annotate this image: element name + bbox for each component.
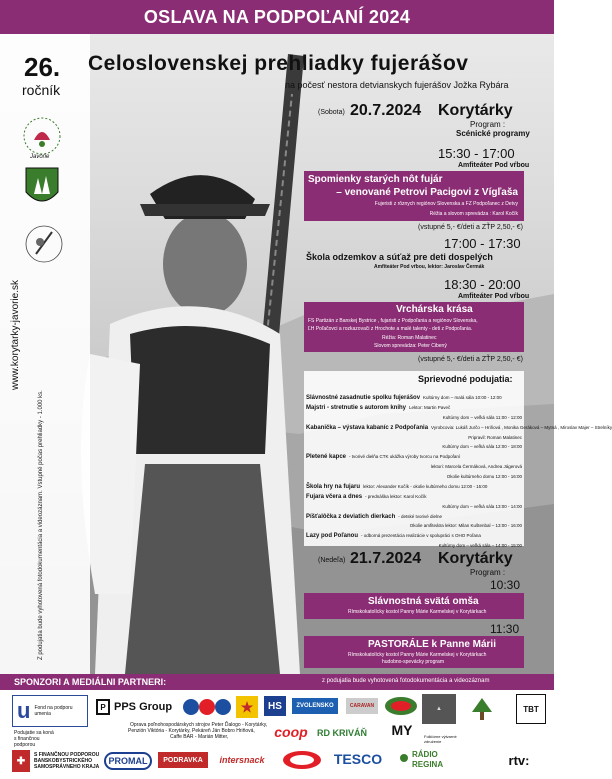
bbsk-icon: ✚ <box>12 750 30 772</box>
day1-date: 20.7.2024 <box>350 102 422 119</box>
side-event-detail: Kultúrny dom – veľká sála 12:00 - 18:00 <box>442 444 522 450</box>
coat-of-arms <box>24 166 60 210</box>
side-url[interactable]: www.korytarky-javorie.sk <box>10 279 21 390</box>
day1-slot1-venue: Amfiteáter Pod vŕbou <box>458 162 530 169</box>
side-event-detail: lektor: Alexander Kočík - okolie kultúrneho domu 12:00 - 15:00 <box>363 483 488 489</box>
star-icon: ★ <box>240 698 254 715</box>
day1-slot3-time: 18:30 - 20:00 <box>444 277 521 292</box>
sponsor-list-line2: Penzión Viktória - Korytárky, Pekáreň Ján Bobro Hriňová, <box>128 728 255 734</box>
side-event-detail: - tvorivé dielňa CTK ukážka výroby tvorcu na Podpoľaní <box>349 454 461 460</box>
day1-place: Korytárky <box>438 102 513 119</box>
side-event-detail: Lektor: Martin Paveč <box>409 404 451 410</box>
day1-entry2: (vstupné 5,- €/deti a ZŤP 2,50,- €) <box>418 356 523 363</box>
day1-program-label: Program : <box>470 120 506 129</box>
side-event-detail: Okolie amfiteátra lektor: Milan Kuštenbal – 13:00 - 16:00 <box>409 523 522 529</box>
side-event-detail: - odborná prezentácia realizácie v spolupráci s OHO Poľana <box>360 533 481 539</box>
tree-icon <box>462 696 502 724</box>
fund-line1: Podujatie sa koná <box>14 730 54 736</box>
sponsor-bar-left: SPONZORI A MEDIÁLNI PARTNERI: <box>14 677 167 687</box>
side-event-detail: Kultúrny dom – veľká sála – 14:00 - 15:00 <box>438 543 522 549</box>
day1-box2-line1: Vrchárska krása <box>396 304 473 315</box>
caravan-logo: CARAVAN <box>346 698 378 714</box>
day1-program-type: Scénické programy <box>456 129 530 138</box>
coat-of-arms-icon <box>24 166 60 210</box>
day1-slot3-venue: Amfiteáter Pod vŕbou <box>458 293 530 300</box>
side-event-name: Kabanička – výstava kabaníc z Podpoľania <box>306 424 429 431</box>
day2-weekday: (Nedeľa) <box>318 557 346 564</box>
day1-entry1: (vstupné 5,- €/deti a ZŤP 2,50,- €) <box>418 224 523 231</box>
photo-logo: ▲ <box>422 694 456 724</box>
star-logo <box>236 696 258 718</box>
fund-u-icon: u <box>17 698 31 723</box>
pps-square-icon: P <box>96 699 110 715</box>
day1-box1-line2: – venované Petrovi Pacigovi z Vígľaša <box>336 187 518 198</box>
side-event-detail: Kultúrny dom – malá sála 10:00 - 12:00 <box>423 395 502 400</box>
side-event-name: Škola hry na fujaru <box>306 483 361 490</box>
rdkrivan-logo: RD KRIVÁŇ <box>316 728 367 738</box>
sponsor-bar-right: z podujatia bude vyhotovená fotodokumentácia a videozáznam <box>322 678 490 684</box>
day1-slot2-time: 17:00 - 17:30 <box>444 236 521 251</box>
day1-box1 <box>304 171 524 221</box>
side-event-detail: - detské tvorivé dielne <box>398 513 443 519</box>
my-logo: MY <box>391 722 413 738</box>
bbsk-line1: S FINANČNOU PODPOROU <box>34 752 100 758</box>
side-event-name: Fujara včera a dnes <box>306 493 363 500</box>
day2-slot2-time: 11:30 <box>490 622 520 636</box>
sub-title: na počesť nestora detvianskych fujerášov Jožka Rybára <box>285 80 509 90</box>
fund-logo <box>12 695 88 727</box>
day1-slot2-title: Škola odzemkov a súťaž pre deti dospelých <box>306 252 493 262</box>
day2-slot1-time: 10:30 <box>490 578 521 592</box>
tesco-logo: TESCO <box>333 751 383 767</box>
sponsor-area <box>0 690 554 779</box>
day1-box2 <box>304 302 524 352</box>
side-event-detail: Okolie kultúrneho domu 12:00 - 16:00 <box>446 474 522 479</box>
folklore-logo <box>12 112 72 164</box>
promal-logo: PROMAL <box>104 752 152 770</box>
tree-logo <box>462 696 502 724</box>
day2-box2-line2: Rímskokatolícky kostol Panny Márie Karmelskej v Korytárkach <box>348 652 487 658</box>
rtvs-logo: rtv: <box>508 752 530 768</box>
musician-icon <box>16 222 72 274</box>
side-event-detail: Kultúrny dom – veľká sála 13:00 - 14:00 <box>442 503 522 509</box>
podravka-logo: PODRAVKA <box>158 752 208 768</box>
side-event-detail: - prednáška lektor: Karol Kočík <box>365 493 427 499</box>
side-note: Z podujatia bude vyhotovená fotodokumentácia a videozáznam. Vstupné počas prehliadky - 1.000 ks. <box>38 390 44 660</box>
sponsor-list-line1: Oprava poľnohospodárskych strojov Peter Ďalogo - Korytárky, <box>130 722 268 728</box>
circles-logo <box>182 698 232 716</box>
circles-icon <box>182 698 232 716</box>
day2-place: Korytárky <box>438 550 513 567</box>
day1-box2-line3: ĽH Poľačovci a rozkazovači z Hrochote a malé talenty - deti z Podpoľania. <box>308 326 473 332</box>
day1-slot1-time: 15:30 - 17:00 <box>438 146 515 161</box>
day1-weekday: (Sobota) <box>318 109 345 116</box>
fund-line3: podporou <box>14 742 36 748</box>
day1-slot2-venue: Amfiteáter Pod vŕbou, lektor: Jaroslav Čermák <box>374 264 485 270</box>
side-event-name: Pletené kapce <box>306 454 347 461</box>
day2-box2-line3: hudobno-spevácky program <box>382 659 444 665</box>
edition-label: ročník <box>22 82 61 98</box>
side-events-title: Sprievodné podujatia: <box>418 374 513 384</box>
folklor-logo: Folklórne výtvarné združenie <box>424 734 457 744</box>
side-event-name: Majstri - stretnutie s autorom knihy <box>306 404 407 411</box>
dairy-icon <box>282 750 322 770</box>
radio-dots-icon <box>400 754 408 762</box>
edition-number: 26. <box>24 52 61 82</box>
side-event-name: Píšťalôčka z deviatich dierkach <box>306 513 396 520</box>
fund-logo-text: Fond na podporu umenia <box>34 705 73 717</box>
green-badge-logo <box>384 696 418 716</box>
radio-line1: RÁDIO <box>412 750 438 759</box>
day2-box1-line2: Rímskokatolícky kostol Panny Márie Karmelskej v Korytárkach <box>348 609 487 615</box>
day2-program-label: Program : <box>470 568 506 577</box>
sponsor-bar <box>0 674 554 690</box>
musician-logo <box>16 222 72 274</box>
folklore-logo-text: Javorie <box>30 154 50 160</box>
day2-date: 21.7.2024 <box>350 550 422 567</box>
intersnack-logo: intersnack <box>219 755 265 765</box>
day1-box2-line2: FS Partizán z Banskej Bystrice , fujaristi z Podpoľania a regiónov Slovenska, <box>308 318 478 324</box>
bbsk-line2: BANSKOBYSTRICKÉHO <box>34 758 93 764</box>
day1-box2-line4: Réžia: Roman Malatinec <box>382 335 437 341</box>
sponsor-list-line3: Caffe BAR - Marián Mitter, <box>170 734 229 740</box>
side-event-name: Lazy pod Poľanou <box>306 533 358 540</box>
day2-box2-line1: PASTORÁLE k Panne Márii <box>368 639 496 650</box>
green-badge-icon <box>384 696 418 716</box>
dairy-logo <box>282 750 322 770</box>
bbsk-line3: SAMOSPRÁVNEHO KRAJA <box>34 764 100 770</box>
side-event-detail: Vyrobcovia: Lukáš Jurčo – Hriňová , Monika Geráková – Mytná , Miroslav Majer – Strelníky <box>431 424 612 430</box>
coop-logo: coop <box>274 724 308 740</box>
side-event-name: Slávnostné zasadnutie spolku fujerášov <box>306 395 421 401</box>
day1-box1-line4: Réžia a slovom sprevádza : Karol Kočík <box>429 211 518 217</box>
tbt-logo: TBT <box>516 694 546 724</box>
top-banner: OSLAVA NA PODPOĽANÍ 2024 <box>0 0 554 34</box>
day1-box2-line5: Slovom sprevádza: Peter Cibený <box>374 343 447 349</box>
day1-box1-line1: Spomienky starých nôt fujár <box>308 174 443 185</box>
zvolensko-logo: ZVOLENSKO <box>292 698 338 714</box>
pps-text: PPS Group <box>114 701 173 713</box>
day2-box1-line1: Slávnostná svätá omša <box>368 596 479 607</box>
pps-logo <box>96 698 176 716</box>
side-event-detail: Kultúrny dom – veľká sála 11:00 - 12:00 <box>442 414 522 420</box>
hs-logo: HS <box>264 696 286 716</box>
main-title: Celoslovenskej prehliadky fujerášov <box>88 52 469 75</box>
day2-box1 <box>304 593 524 619</box>
radio-line2: REGINA <box>412 760 444 769</box>
side-event-detail: Pripravil: Roman Malatinec <box>468 434 522 440</box>
day1-box1-line3: Fujeristi z rôznych regiónov Slovenska a FZ Podpoľanec z Detvy <box>374 201 518 207</box>
side-events-list <box>306 386 612 549</box>
side-event-detail: lektori: Marcela Čermáková, Andrea Jágerová <box>430 464 522 470</box>
day2-box2 <box>304 636 524 668</box>
fund-line2: s finančnou <box>14 736 40 742</box>
